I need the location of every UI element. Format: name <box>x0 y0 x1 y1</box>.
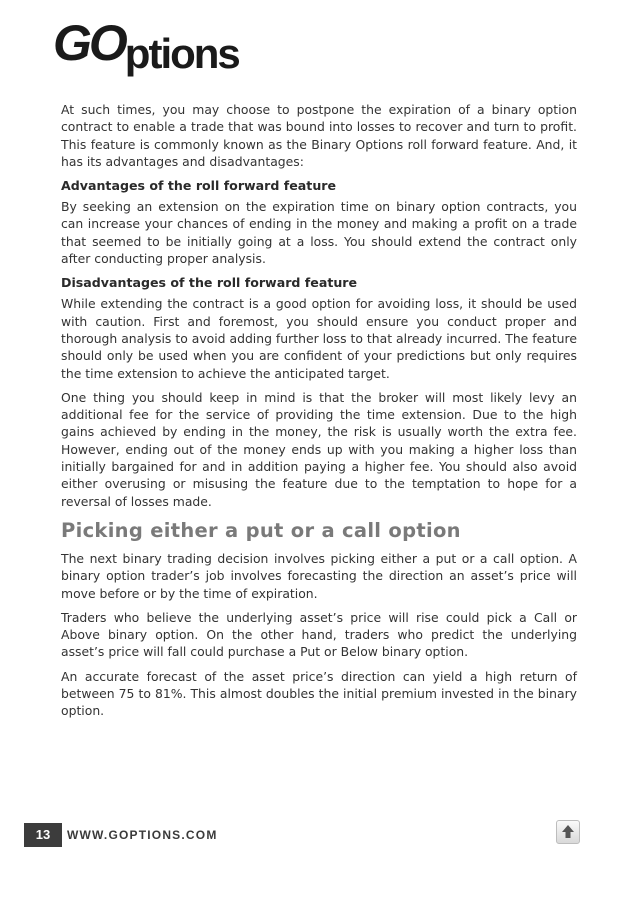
page-footer <box>0 823 638 849</box>
page-number: 13 <box>24 823 62 847</box>
goptions-logo <box>53 15 239 77</box>
scroll-top-button[interactable] <box>556 820 580 844</box>
page-content <box>61 101 577 727</box>
paragraph-put-call: The next binary trading decision involves picking either a put or a call option. A binary option trader’s job involves forecasting the direction an asset’s price will move before or by the time of expiration. <box>61 550 577 601</box>
paragraph-broker-fee: One thing you should keep in mind is that the broker will most likely levy an additional fee for the service of providing the time extension. Due to the high gains achieved by ending in the money, the risk is usually worth the extra fee. However, ending out of the money ends up with you making a higher loss than initially bargained for and in addition paying a higher fee. You should also avoid either overusing or misusing the feature due to the temptation to hope for a reversal of losses made. <box>61 389 577 509</box>
logo-go: GO <box>53 15 125 71</box>
section-heading: Picking either a put or a call option <box>61 518 461 542</box>
arrow-up-icon <box>557 821 579 843</box>
paragraph-intro: At such times, you may choose to postpone the expiration of a binary option contract to enable a trade that was bound into losses to recover and turn to profit. This feature is commonly known as the Binary Options roll forward feature. And, it has its advantages and disadvantages: <box>61 102 577 169</box>
subheading-advantages: Advantages of the roll forward feature <box>61 178 337 194</box>
logo-rest: ptions <box>124 30 239 77</box>
paragraph-disadvantages: While extending the contract is a good option for avoiding loss, it should be used with caution. First and foremost, you should ensure you conduct proper and thorough analysis to avoid adding further loss to that already incurred. The feature should only be used when you are confident of your predictions but only requires the time extension to achieve the anticipated target. <box>61 296 577 381</box>
paragraph-advantages: By seeking an extension on the expiration time on binary option contracts, you can increase your chances of ending in the money and making a profit on a trade that seemed to be initially going at a loss. You should extend the contract only after conducting proper analysis. <box>61 199 577 267</box>
paragraph-forecast: An accurate forecast of the asset price’s direction can yield a high return of between 75 to 81%. This almost doubles the initial premium invested in the binary option. <box>61 668 577 719</box>
subheading-disadvantages: Disadvantages of the roll forward feature <box>61 275 358 291</box>
website-link[interactable]: WWW.GOPTIONS.COM <box>67 828 218 842</box>
paragraph-traders: Traders who believe the underlying asset’s price will rise could pick a Call or Above binary option. On the other hand, traders who predict the underlying asset’s price will fall could purchase a Put or Below binary option. <box>61 609 577 660</box>
